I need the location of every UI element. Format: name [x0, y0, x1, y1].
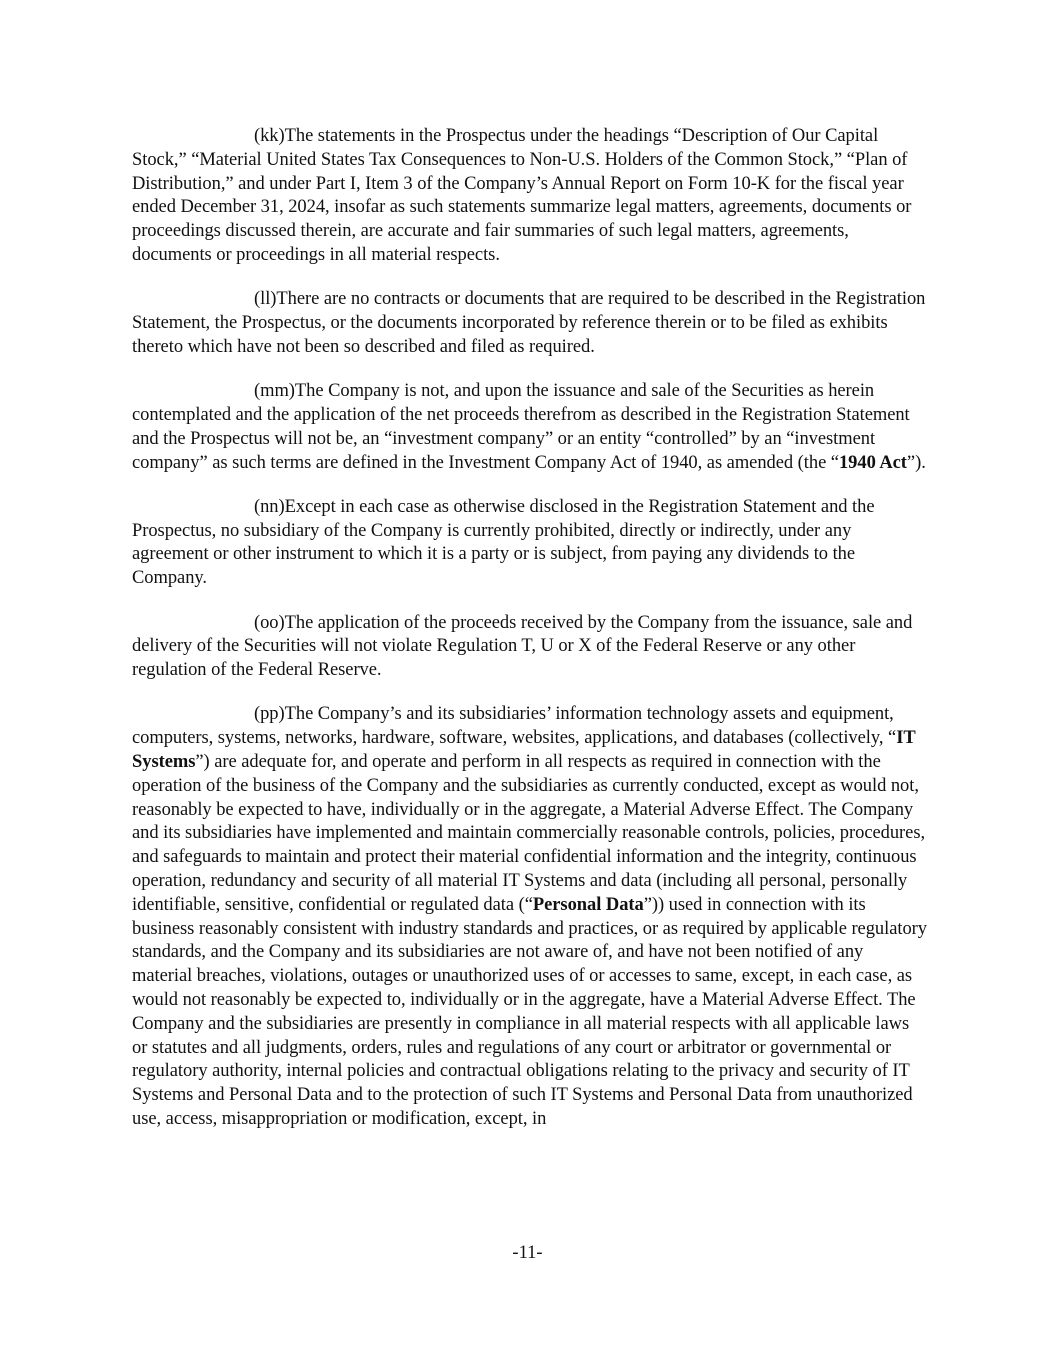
paragraph-label: (kk) — [254, 126, 285, 146]
paragraph-text: Except in each case as otherwise disclosed in the Registration Statement and the Prospectus, no subsidiary of the Company is currently prohibited, directly or indirectly, under any agreement or other instrument to which it is a party or is subject, from paying any dividends to the Company. — [132, 496, 875, 589]
page-number: -11- — [512, 1243, 543, 1263]
defined-term: Personal Data — [532, 894, 644, 915]
paragraph-text: ”) are adequate for, and operate and perform in all respects as required in connection with the operation of the business of the Company and the subsidiaries as currently conducted, except as would not, reasonably be expected to have, individually or in the aggregate, a Material Adverse Effect. The Company and its subsidiaries have implemented and maintain commercially reasonable controls, policies, procedures, and safeguards to maintain and protect their material confidential information and the integrity, continuous operation, redundancy and security of all material IT Systems and data (including all personal, personally identifiable, sensitive, confidential or regulated data (“ — [132, 752, 926, 915]
paragraph-mm — [132, 380, 928, 475]
defined-term: IT Systems — [132, 728, 916, 773]
document-body — [132, 125, 928, 1152]
paragraph-label: (pp) — [254, 704, 285, 725]
paragraph-kk — [132, 125, 928, 268]
paragraph-text: The Company’s and its subsidiaries’ information technology assets and equipment, computers, systems, networks, hardware, software, websites, applications, and databases (collectively, “ — [132, 704, 897, 749]
paragraph-label: (nn) — [254, 496, 285, 517]
paragraph-text: ”)) used in connection with its business reasonably consistent with industry standards and practices, or as required by applicable regulatory standards, and the Company and its subsidiaries are not aware of, and have not been notified of any material breaches, violations, outages or unauthorized uses of or accesses to same, except, in each case, as would not reasonably be expected to, individually or in the aggregate, have a Material Adverse Effect. The Company and the subsidiaries are presently in compliance in all material respects with all applicable laws or statutes and all judgments, orders, rules and regulations of any court or arbitrator or governmental or regulatory authority, internal policies and contractual obligations relating to the privacy and security of IT Systems and Personal Data and to the protection of such IT Systems and Personal Data from unauthorized use, access, misappropriation or modification, except, in — [132, 894, 927, 1129]
paragraph-text: There are no contracts or documents that are required to be described in the Registration Statement, the Prospectus, or the documents incorporated by reference therein or to be filed as exhibits thereto which have not been so described and filed as required. — [132, 289, 926, 357]
paragraph-label: (mm) — [254, 381, 295, 402]
paragraph-ll — [132, 288, 928, 359]
defined-term: 1940 Act — [838, 452, 907, 473]
paragraph-text: The Company is not, and upon the issuance and sale of the Securities as herein contemplated and the application of the net proceeds therefrom as described in the Registration Statement and the Prospectus will not be, an “investment company” or an entity “controlled” by an “investment company” as such terms are defined in the Investment Company Act of 1940, as amended (the “ — [132, 381, 910, 473]
paragraph-text: ”). — [906, 452, 926, 473]
paragraph-oo — [132, 612, 928, 683]
paragraph-label: (oo) — [254, 612, 285, 633]
paragraph-label: (ll) — [254, 289, 277, 310]
paragraph-text: The application of the proceeds received by the Company from the issuance, sale and delivery of the Securities will not violate Regulation T, U or X of the Federal Reserve or any other regulation of the Federal Reserve. — [132, 612, 913, 681]
paragraph-nn — [132, 496, 928, 591]
paragraph-pp — [132, 703, 928, 1131]
paragraph-text: The statements in the Prospectus under the headings “Description of Our Capital Stock,” “Material United States Tax Consequences to Non-U.S. Holders of the Common Stock,” “Plan of Distribution,” and under Part I, Item 3 of the Company’s Annual Report on Form 10-K for the fiscal year ended December 31, 2024, insofar as such statements summarize legal matters, agreements, documents or proceedings discussed therein, are accurate and fair summaries of such legal matters, agreements, documents or proceedings in all material respects. — [132, 126, 912, 265]
